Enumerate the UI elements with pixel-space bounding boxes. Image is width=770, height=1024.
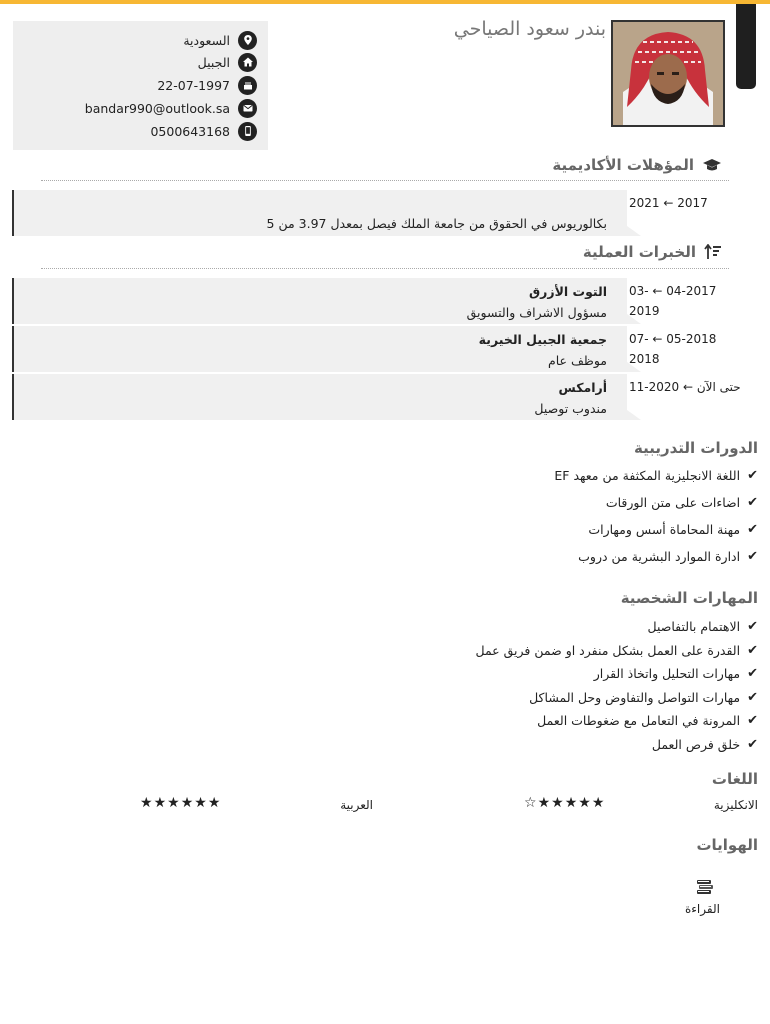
list-item: ✔ ادارة الموارد البشرية من دروب [578,549,758,564]
education-section-title: المؤهلات الأكاديمية [552,156,722,174]
skills-section-title: المهارات الشخصية [620,589,758,607]
courses-list [554,462,758,570]
birthday-cake-icon [238,76,257,95]
home-icon [238,53,257,72]
check-icon: ✔ [747,619,758,635]
star-filled-icon: ★ [140,795,154,811]
books-icon [695,878,715,896]
check-icon: ✔ [747,689,758,705]
education-date: 2021 ← 2017 [629,196,708,210]
language-name-arabic: العربية [340,798,373,812]
star-filled-icon: ★ [551,795,565,811]
list-item: ✔ الاهتمام بالتفاصيل [647,619,758,635]
star-filled-icon: ★ [153,795,168,811]
skills-list [475,615,758,756]
phone-icon [238,122,257,141]
top-accent-bar [0,0,770,4]
location-icon [238,31,257,50]
list-item: ✔ اللغة الانجليزية المكثفة من معهد EF [554,468,758,483]
star-filled-icon: ★ [537,795,552,811]
contact-email[interactable]: bandar990@outlook.sa [13,98,257,118]
list-item: ✔ مهارات التحليل واتخاذ القرار [593,666,758,682]
full-name: بندر سعود الصياحي [453,18,606,40]
hobby-label: القراءة [685,902,720,916]
check-icon: ✔ [747,736,758,752]
check-icon: ✔ [747,522,758,537]
star-filled-icon: ★ [194,795,208,811]
experience-divider [41,268,729,269]
education-entry: بكالوريوس في الحقوق من جامعة الملك فيصل بمعدل 3.97 من 5 [12,190,627,236]
experience-date: 07- ← 05-2018 2018 [629,332,717,366]
experience-date: 11-2020 ← حتى الآن [629,380,741,394]
check-icon: ✔ [747,549,758,564]
list-item: ✔ اضاءات على متن الورقات [605,495,758,510]
language-rating-english [524,795,605,811]
languages-section-title: اللغات [711,770,758,788]
list-item: ✔ المرونة في التعامل مع ضغوطات العمل [537,713,758,729]
experience-entry: جمعية الجبيل الخيرية موظف عام [12,326,627,372]
check-icon: ✔ [747,713,758,729]
courses-section-title: الدورات التدريبية [633,439,758,457]
experience-date: 03- ← 04-2017 2019 [629,284,717,318]
check-icon: ✔ [747,468,758,483]
corner-tab [736,4,756,89]
experience-entry: التوت الأزرق مسؤول الاشراف والتسويق [12,278,627,324]
star-filled-icon: ★ [207,795,222,811]
star-filled-icon: ★ [564,795,579,811]
contact-city: الجبيل [13,52,257,72]
star-filled-icon: ★ [180,795,195,811]
star-filled-icon: ★ [591,795,606,811]
list-item: ✔ مهارات التواصل والتفاوض وحل المشاكل [529,689,758,705]
list-item: ✔ القدرة على العمل بشكل منفرد او ضمن فريق عمل [475,642,758,658]
hobbies-section-title: الهوايات [696,836,758,854]
sort-list-icon [704,244,722,260]
list-item: ✔ خلق فرص العمل [651,736,758,752]
education-divider [41,180,729,181]
email-icon [238,99,257,118]
graduation-cap-icon [702,158,722,172]
star-filled-icon: ★ [167,795,181,811]
language-rating-arabic [140,795,221,811]
language-name-english: الانكليزية [713,798,758,812]
check-icon: ✔ [747,666,758,682]
experience-entry: أرامكس مندوب توصيل [12,374,627,420]
contact-birthdate: 22-07-1997 [13,75,257,95]
contact-country: السعودية [13,30,257,50]
experience-section-title: الخبرات العملية [583,243,722,261]
star-empty-icon: ☆ [524,795,538,811]
check-icon: ✔ [747,642,758,658]
list-item: ✔ مهنة المحاماة أسس ومهارات [588,522,758,537]
star-filled-icon: ★ [578,795,592,811]
contact-box [13,21,268,150]
check-icon: ✔ [747,495,758,510]
profile-photo [611,20,725,127]
contact-phone[interactable]: 0500643168 [13,121,257,141]
